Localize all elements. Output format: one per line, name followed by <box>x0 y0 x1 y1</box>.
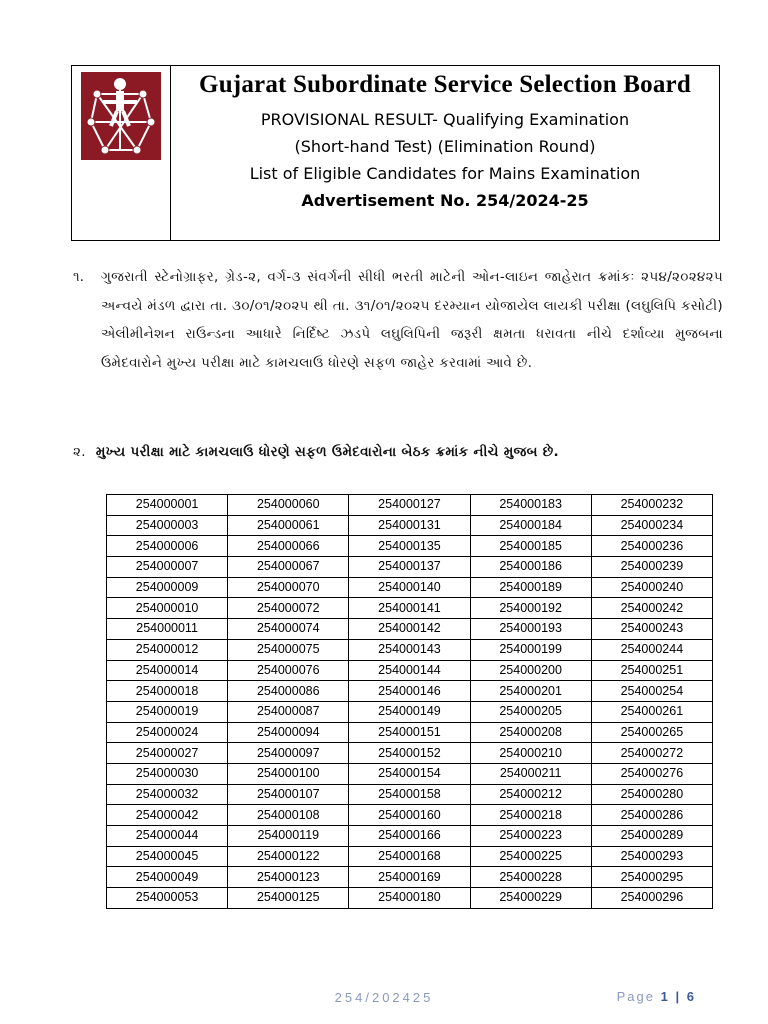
seat-number-cell: 254000131 <box>349 515 470 536</box>
seat-number-cell: 254000254 <box>591 681 712 702</box>
seat-number-cell: 254000006 <box>107 536 228 557</box>
seat-number-cell: 254000166 <box>349 826 470 847</box>
seat-number-cell: 254000212 <box>470 784 591 805</box>
seat-number-cell: 254000086 <box>228 681 349 702</box>
table-row <box>107 536 713 557</box>
seat-number-cell: 254000001 <box>107 495 228 516</box>
seat-number-cell: 254000060 <box>228 495 349 516</box>
seat-number-cell: 254000223 <box>470 826 591 847</box>
seat-number-cell: 254000024 <box>107 722 228 743</box>
seat-number-cell: 254000243 <box>591 619 712 640</box>
table-row <box>107 495 713 516</box>
seat-number-cell: 254000127 <box>349 495 470 516</box>
paragraph-1 <box>73 263 723 377</box>
seat-number-cell: 254000183 <box>470 495 591 516</box>
seat-number-cell: 254000229 <box>470 888 591 909</box>
seat-number-cell: 254000094 <box>228 722 349 743</box>
seat-number-cell: 254000208 <box>470 722 591 743</box>
seat-number-cell: 254000232 <box>591 495 712 516</box>
result-title: PROVISIONAL RESULT- Qualifying Examination <box>260 110 630 129</box>
seat-number-cell: 254000018 <box>107 681 228 702</box>
table-row <box>107 743 713 764</box>
seat-number-cell: 254000100 <box>228 763 349 784</box>
table-row <box>107 722 713 743</box>
seat-number-cell: 254000144 <box>349 660 470 681</box>
seat-number-cell: 254000123 <box>228 867 349 888</box>
seat-number-cell: 254000030 <box>107 763 228 784</box>
seat-number-cell: 254000286 <box>591 805 712 826</box>
seat-number-cell: 254000228 <box>470 867 591 888</box>
seat-number-cell: 254000272 <box>591 743 712 764</box>
table-row <box>107 805 713 826</box>
footer-page-indicator <box>617 989 696 1004</box>
seat-number-cell: 254000295 <box>591 867 712 888</box>
seat-number-cell: 254000009 <box>107 577 228 598</box>
seat-number-cell: 254000066 <box>228 536 349 557</box>
seat-number-cell: 254000141 <box>349 598 470 619</box>
table-row <box>107 557 713 578</box>
seat-number-cell: 254000125 <box>228 888 349 909</box>
seat-number-cell: 254000151 <box>349 722 470 743</box>
seat-number-cell: 254000265 <box>591 722 712 743</box>
seat-number-cell: 254000045 <box>107 846 228 867</box>
seat-number-cell: 254000201 <box>470 681 591 702</box>
seat-number-cell: 254000011 <box>107 619 228 640</box>
table-row <box>107 515 713 536</box>
seat-number-cell: 254000152 <box>349 743 470 764</box>
seat-number-cell: 254000289 <box>591 826 712 847</box>
header-text <box>171 66 719 240</box>
seat-number-cell: 254000072 <box>228 598 349 619</box>
seat-number-cell: 254000189 <box>470 577 591 598</box>
seat-number-cell: 254000210 <box>470 743 591 764</box>
header-box <box>71 65 720 241</box>
seat-number-cell: 254000122 <box>228 846 349 867</box>
seat-number-cell: 254000119 <box>228 826 349 847</box>
seat-number-cell: 254000240 <box>591 577 712 598</box>
seat-number-cell: 254000234 <box>591 515 712 536</box>
table-row <box>107 577 713 598</box>
seat-number-cell: 254000032 <box>107 784 228 805</box>
seat-number-cell: 254000218 <box>470 805 591 826</box>
seat-number-cell: 254000200 <box>470 660 591 681</box>
seat-number-cell: 254000019 <box>107 701 228 722</box>
table-row <box>107 867 713 888</box>
seat-number-cell: 254000169 <box>349 867 470 888</box>
seat-number-cell: 254000027 <box>107 743 228 764</box>
seat-number-cell: 254000061 <box>228 515 349 536</box>
table-row <box>107 598 713 619</box>
seat-number-cell: 254000180 <box>349 888 470 909</box>
seat-number-cell: 254000211 <box>470 763 591 784</box>
table-row <box>107 681 713 702</box>
seat-number-cell: 254000108 <box>228 805 349 826</box>
seat-number-cell: 254000236 <box>591 536 712 557</box>
seat-number-cell: 254000244 <box>591 639 712 660</box>
seat-number-cell: 254000239 <box>591 557 712 578</box>
seat-number-cell: 254000044 <box>107 826 228 847</box>
list-subtitle: List of Eligible Candidates for Mains Examination <box>249 164 641 183</box>
seat-number-cell: 254000184 <box>470 515 591 536</box>
seat-number-cell: 254000242 <box>591 598 712 619</box>
seat-number-cell: 254000193 <box>470 619 591 640</box>
page-separator: | <box>675 989 682 1004</box>
table-row <box>107 846 713 867</box>
seat-number-cell: 254000135 <box>349 536 470 557</box>
seat-number-cell: 254000070 <box>228 577 349 598</box>
seat-number-cell: 254000003 <box>107 515 228 536</box>
seat-number-cell: 254000007 <box>107 557 228 578</box>
table-row <box>107 784 713 805</box>
seat-number-cell: 254000075 <box>228 639 349 660</box>
gsssb-logo-icon <box>81 72 161 160</box>
seat-number-cell: 254000074 <box>228 619 349 640</box>
seat-number-cell: 254000261 <box>591 701 712 722</box>
org-title: Gujarat Subordinate Service Selection Board <box>199 71 691 98</box>
seat-number-cell: 254000251 <box>591 660 712 681</box>
table-row <box>107 701 713 722</box>
seat-number-cell: 254000137 <box>349 557 470 578</box>
seat-number-cell: 254000154 <box>349 763 470 784</box>
table-row <box>107 826 713 847</box>
seat-number-cell: 254000014 <box>107 660 228 681</box>
advertisement-number: Advertisement No. 254/2024-25 <box>301 191 589 210</box>
seat-number-table <box>106 494 713 909</box>
table-row <box>107 660 713 681</box>
paragraph-2 <box>73 440 723 464</box>
seat-number-cell: 254000143 <box>349 639 470 660</box>
paragraph-2-text: મુખ્ય પરીક્ષા માટે કામચલાઉ ધોરણે સફળ ઉમેદવારોના બેઠક ક્રમાંક નીચે મુજબ છે. <box>95 444 559 460</box>
table-row <box>107 888 713 909</box>
seat-number-cell: 254000225 <box>470 846 591 867</box>
seat-number-cell: 254000296 <box>591 888 712 909</box>
seat-number-cell: 254000186 <box>470 557 591 578</box>
paragraph-2-number: ૨. <box>73 444 86 460</box>
seat-number-cell: 254000076 <box>228 660 349 681</box>
table-row <box>107 763 713 784</box>
seat-number-cell: 254000097 <box>228 743 349 764</box>
seat-number-cell: 254000140 <box>349 577 470 598</box>
seat-number-cell: 254000042 <box>107 805 228 826</box>
seat-number-cell: 254000010 <box>107 598 228 619</box>
page-total: 6 <box>686 989 696 1004</box>
seat-number-cell: 254000185 <box>470 536 591 557</box>
footer-advertisement-ref: 254/202425 <box>334 990 434 1005</box>
logo-cell <box>72 66 171 240</box>
page-label: Page <box>616 989 656 1004</box>
table-row <box>107 619 713 640</box>
seat-number-cell: 254000049 <box>107 867 228 888</box>
paragraph-1-number: ૧. <box>73 269 84 285</box>
page-current: 1 <box>660 989 670 1004</box>
seat-number-cell: 254000276 <box>591 763 712 784</box>
table-row <box>107 639 713 660</box>
seat-number-cell: 254000067 <box>228 557 349 578</box>
seat-number-cell: 254000087 <box>228 701 349 722</box>
seat-number-cell: 254000160 <box>349 805 470 826</box>
seat-number-cell: 254000205 <box>470 701 591 722</box>
seat-number-cell: 254000107 <box>228 784 349 805</box>
seat-number-cell: 254000012 <box>107 639 228 660</box>
seat-number-cell: 254000168 <box>349 846 470 867</box>
seat-number-cell: 254000142 <box>349 619 470 640</box>
test-subtitle: (Short-hand Test) (Elimination Round) <box>294 137 596 156</box>
paragraph-1-text: ગુજરાતી સ્ટેનોગ્રાફર, ગ્રેડ-૨, વર્ગ-૩ સંવર્ગની સીધી ભરતી માટેની ઓન-લાઇન જાહેરાત ક્રમાંકઃ ૨૫૪/૨૦૨૪૨૫ અન્વયે મંડળ દ્વારા તા. ૩૦/૦૧/૨૦૨૫ થી તા. ૩૧/૦૧/૨૦૨૫ દરમ્યાન યોજાયેલ લાયકી પરીક્ષા (લઘુલિપિ કસોટી) એલીમીનેશન રાઉન્ડના આધારે નિર્દિષ્ટ ઝડપે લઘુલિપિની જરૂરી ક્ષમતા ધરાવતા નીચે દર્શાવ્યા મુજબના ઉમેદવારોને મુખ્ય પરીક્ષા માટે કામચલાઉ ધોરણે સફળ જાહેર કરવામાં આવે છે. <box>101 269 723 371</box>
seat-number-cell: 254000149 <box>349 701 470 722</box>
seat-number-cell: 254000280 <box>591 784 712 805</box>
seat-number-cell: 254000146 <box>349 681 470 702</box>
seat-number-cell: 254000053 <box>107 888 228 909</box>
seat-number-cell: 254000158 <box>349 784 470 805</box>
seat-number-cell: 254000293 <box>591 846 712 867</box>
seat-number-cell: 254000199 <box>470 639 591 660</box>
seat-number-cell: 254000192 <box>470 598 591 619</box>
